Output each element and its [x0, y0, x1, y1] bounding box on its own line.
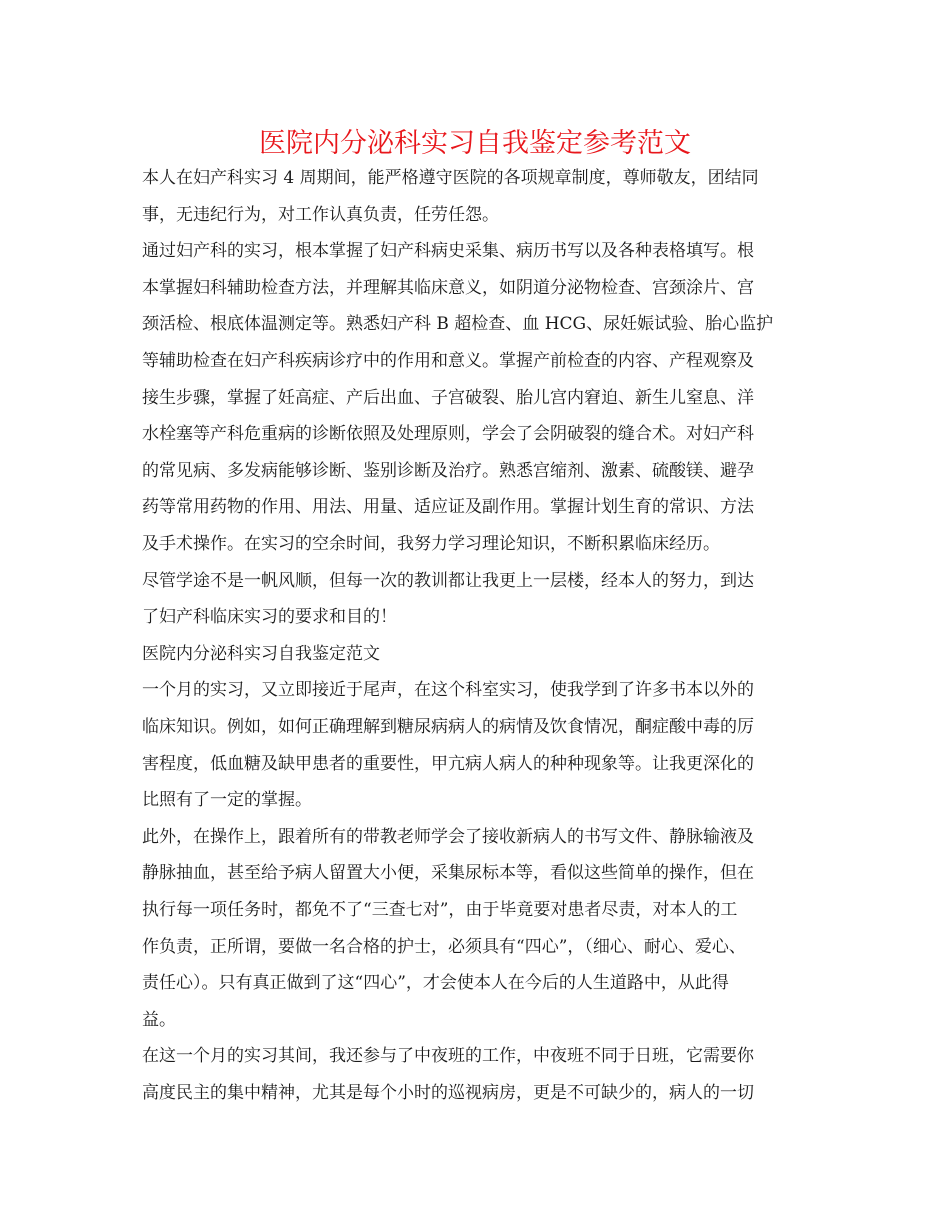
body-text-line: 一个月的实习，又立即接近于尾声，在这个科室实习，使我学到了许多书本以外的	[142, 680, 754, 701]
body-text-line: 益。	[142, 1009, 176, 1030]
body-text-line: 此外，在操作上，跟着所有的带教老师学会了接收新病人的书写文件、静脉输液及	[142, 826, 754, 847]
body-text-line: 尽管学途不是一帆风顺，但每一次的教训都让我更上一层楼，经本人的努力，到达	[142, 570, 754, 591]
body-text-line: 本人在妇产科实习 4 周期间，能严格遵守医院的各项规章制度，尊师敬友，团结同	[142, 168, 759, 188]
body-text-line: 高度民主的集中精神，尤其是每个小时的巡视病房，更是不可缺少的，病人的一切	[142, 1083, 754, 1103]
body-text-line: 在这一个月的实习其间，我还参与了中夜班的工作，中夜班不同于日班，它需要你	[142, 1046, 754, 1067]
body-text-line: 事，无违纪行为，对工作认真负责，任劳任怨。	[142, 204, 499, 225]
body-text-line: 临床知识。例如，如何正确理解到糖尿病病人的病情及饮食情况，酮症酸中毒的厉	[142, 717, 754, 737]
body-text-line: 执行每一项任务时，都免不了“三查七对”，由于毕竟要对患者尽责，对本人的工	[142, 900, 738, 920]
body-text-line: 医院内分泌科实习自我鉴定范文	[142, 643, 380, 664]
body-text-line: 比照有了一定的掌握。	[142, 790, 312, 811]
body-text-line: 本掌握妇科辅助检查方法，并理解其临床意义，如阴道分泌物检查、宫颈涂片、宫	[142, 277, 754, 298]
document-title: 医院内分泌科实习自我鉴定参考范文	[259, 128, 691, 159]
body-text-line: 了妇产科临床实习的要求和目的！	[142, 607, 397, 628]
body-text-line: 通过妇产科的实习，根本掌握了妇产科病史采集、病历书写以及各种表格填写。根	[142, 241, 754, 262]
body-text-line: 水栓塞等产科危重病的诊断依照及处理原则，学会了会阴破裂的缝合术。对妇产科	[142, 424, 754, 445]
body-text-line: 接生步骤，掌握了妊高症、产后出血、子宫破裂、胎儿宫内窘迫、新生儿窒息、洋	[142, 387, 754, 408]
body-text-line: 静脉抽血，甚至给予病人留置大小便，采集尿标本等，看似这些简单的操作，但在	[142, 863, 754, 884]
body-text-line: 责任心）。只有真正做到了这“四心”，才会使本人在今后的人生道路中，从此得	[142, 973, 729, 994]
body-text-line: 的常见病、多发病能够诊断、鉴别诊断及治疗。熟悉宫缩剂、激素、硫酸镁、避孕	[142, 460, 754, 481]
body-text-line: 作负责，正所谓，要做一名合格的护士，必须具有“四心”，（细心、耐心、爱心、	[142, 936, 746, 957]
body-text-line: 药等常用药物的作用、用法、用量、适应证及副作用。掌握计划生育的常识、方法	[142, 497, 754, 518]
body-text-line: 颈活检、根底体温测定等。熟悉妇产科 B 超检查、血 HCG、尿妊娠试验、胎心监护	[142, 314, 774, 335]
body-text-line: 等辅助检查在妇产科疾病诊疗中的作用和意义。掌握产前检查的内容、产程观察及	[142, 351, 754, 371]
body-text-line: 害程度，低血糖及缺甲患者的重要性，甲亢病人病人的种种现象等。让我更深化的	[142, 753, 754, 774]
body-text-line: 及手术操作。在实习的空余时间，我努力学习理论知识，不断积累临床经历。	[142, 534, 720, 554]
